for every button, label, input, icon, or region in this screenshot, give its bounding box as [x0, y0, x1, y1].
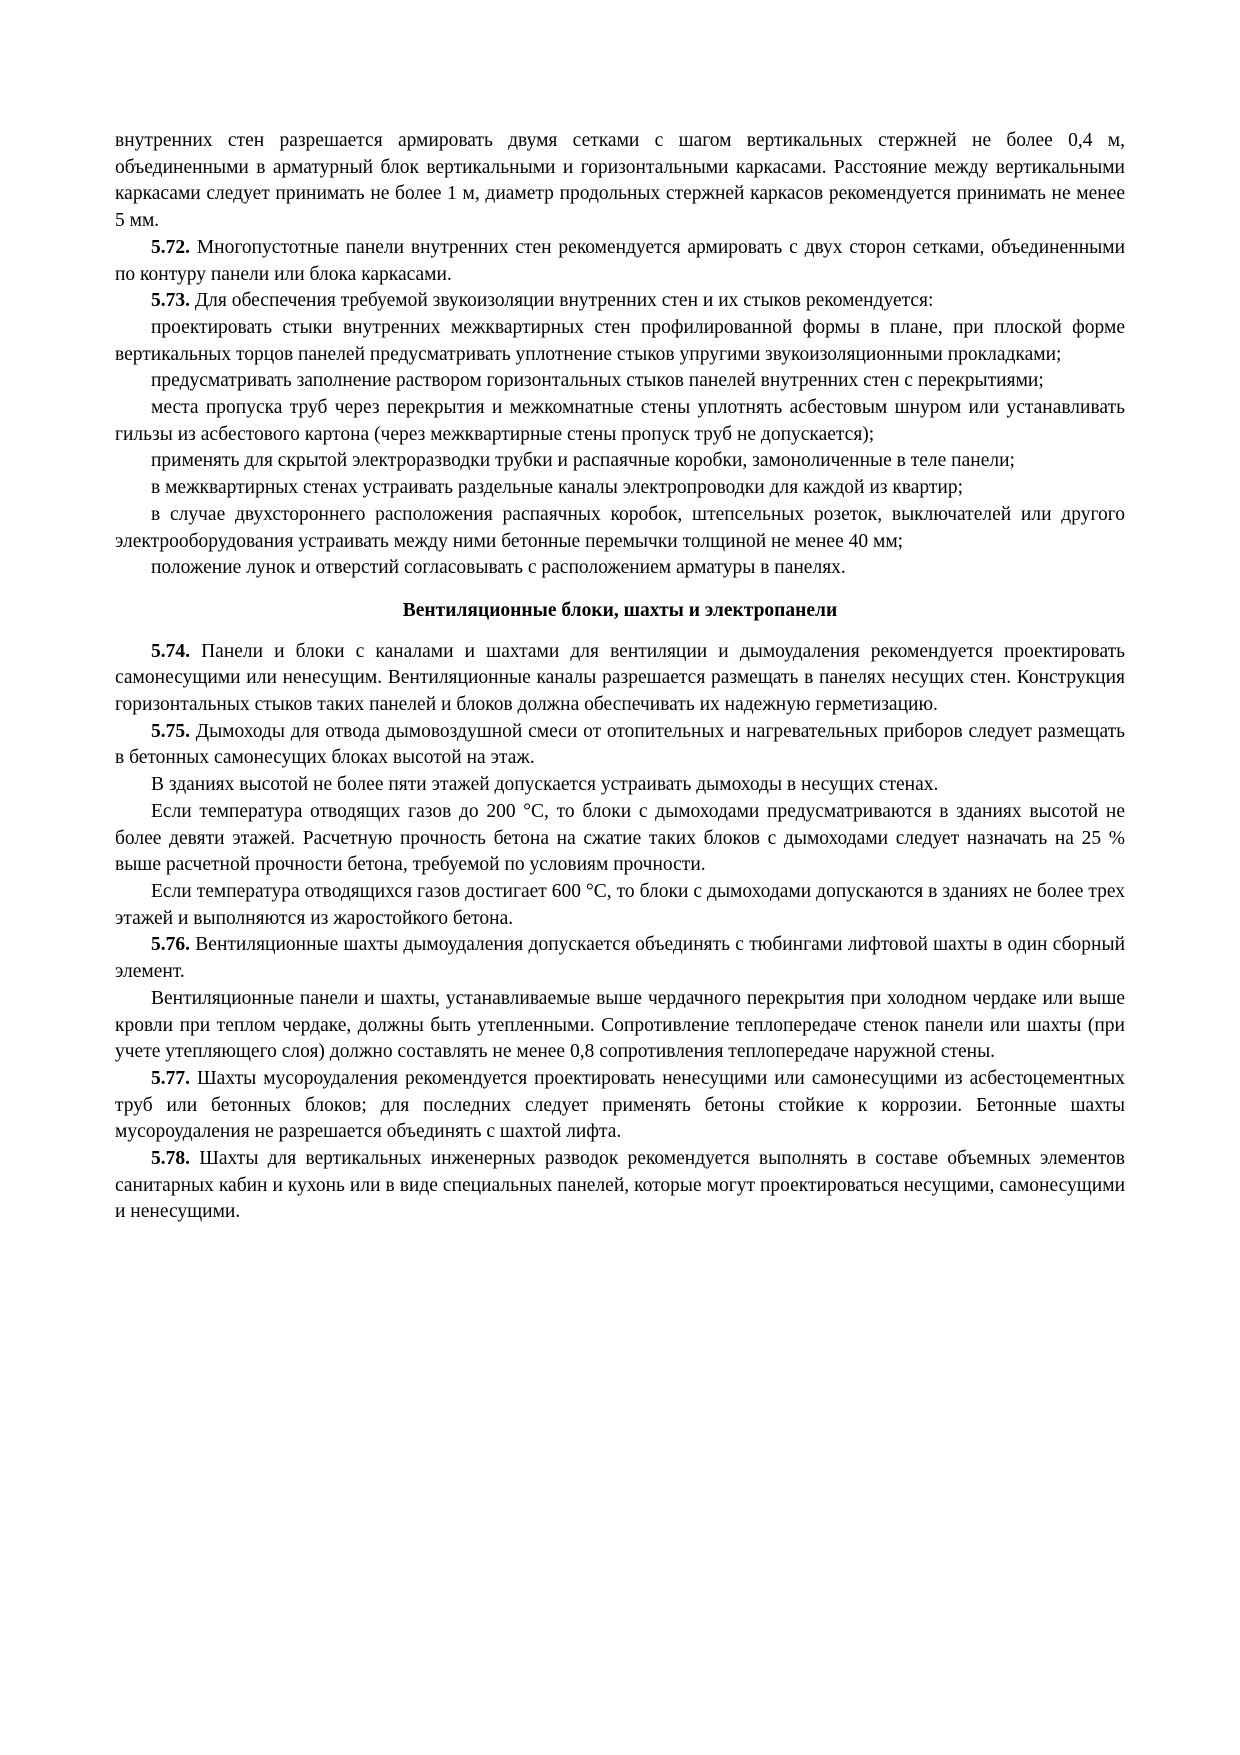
paragraph: [115, 555, 1125, 582]
paragraph-text: положение лунок и отверстий согласовывать с расположением арматуры в панелях.: [151, 557, 846, 579]
paragraph: [115, 879, 1125, 932]
section-heading: Вентиляционные блоки, шахты и электропанели: [402, 599, 838, 621]
paragraph: [115, 475, 1125, 502]
paragraph-text: Если температура отводящих газов до 200 °C, то блоки с дымоходами предусматриваются в зданиях высотой не более девяти этажей. Расчетную прочность бетона на сжатие таких блоков с дымоходами следует назначать на 25 % выше расчетной прочности бетона, требуемой по условиям прочности.: [115, 800, 1125, 876]
paragraph-text: Дымоходы для отвода дымовоздушной смеси от отопительных и нагревательных приборов следует размещать в бетонных самонесущих блоках высотой на этаж.: [115, 720, 1126, 769]
paragraph: [115, 448, 1125, 475]
paragraph-text: в случае двухстороннего расположения распаячных коробок, штепсельных розеток, выключателей или другого электрооборудования устраивать между ними бетонные перемычки толщиной не менее 40 мм;: [115, 503, 1125, 552]
paragraph: [115, 368, 1125, 395]
clause-paragraph: [115, 288, 1125, 315]
clause-paragraph: [115, 235, 1125, 288]
paragraph-text: проектировать стыки внутренних межквартирных стен профилированной формы в плане, при плоской форме вертикальных торцов панелей предусматривать уплотнение стыков упругими звукоизоляционными прокладками;: [115, 316, 1125, 365]
paragraph: [115, 502, 1125, 555]
paragraph-text: Панели и блоки с каналами и шахтами для вентиляции и дымоудаления рекомендуется проектировать самонесущими или ненесущим. Вентиляционные каналы разрешается размещать в панелях несущих стен. Конструкция горизонтальных стыков таких панелей и блоков должна обеспечивать их надежную герметизацию.: [115, 640, 1126, 716]
document-body: [115, 128, 1125, 1226]
clause-number: 5.76.: [151, 934, 190, 956]
clause-paragraph: [115, 932, 1125, 985]
clause-number: 5.72.: [151, 236, 190, 258]
clause-number: 5.77.: [151, 1067, 190, 1089]
paragraph-text: Вентиляционные панели и шахты, устанавливаемые выше чердачного перекрытия при холодном чердаке или выше кровли при теплом чердаке, должны быть утепленными. Сопротивление теплопередаче стенок панели или шахты (при учете утепляющего слоя) должно составлять не менее 0,8 сопротивления теплопередаче наружной стены.: [115, 987, 1125, 1063]
paragraph-text: Шахты для вертикальных инженерных разводок рекомендуется выполнять в составе объемных элементов санитарных кабин и кухонь или в виде специальных панелей, которые могут проектироваться несущими, самонесущими и ненесущими.: [115, 1148, 1126, 1223]
clause-number: 5.73.: [151, 290, 190, 312]
paragraph: [115, 395, 1125, 448]
paragraph-text: места пропуска труб через перекрытия и межкомнатные стены уплотнять асбестовым шнуром или устанавливать гильзы из асбестового картона (через межквартирные стены пропуск труб не допускается);: [115, 397, 1125, 445]
clause-number: 5.78.: [151, 1148, 190, 1170]
paragraph-text: внутренних стен разрешается армировать двумя сетками с шагом вертикальных стержней не более 0,4 м, объединенными в арматурный блок вертикальными и горизонтальными каркасами. Расстояние между вертикальными каркасами следует принимать не более 1 м, диаметр продольных стержней каркасов рекомендуется принимать не менее 5 мм.: [115, 130, 1125, 232]
paragraph-text: Если температура отводящихся газов достигает 600 °C, то блоки с дымоходами допускаются в зданиях не более трех этажей и выполняются из жаростойкого бетона.: [115, 880, 1125, 929]
clause-number: 5.75.: [151, 720, 190, 742]
clause-paragraph: [115, 1146, 1125, 1226]
paragraph-text: Многопустотные панели внутренних стен рекомендуется армировать с двух сторон сетками, объединенными по контуру панели или блока каркасами.: [115, 236, 1126, 285]
paragraph-text: Для обеспечения требуемой звукоизоляции внутренних стен и их стыков рекомендуется:: [194, 290, 934, 312]
paragraph-text: предусматривать заполнение раствором горизонтальных стыков панелей внутренних стен с перекрытиями;: [151, 370, 1044, 392]
paragraph-text: Шахты мусороудаления рекомендуется проектировать ненесущими или самонесущими из асбестоцементных труб или бетонных блоков; для последних следует применять бетоны стойкие к коррозии. Бетонные шахты мусороудаления не разрешается объединять с шахтой лифта.: [115, 1067, 1125, 1143]
paragraph: [115, 128, 1125, 235]
paragraph-text: применять для скрытой электроразводки трубки и распаячные коробки, замоноличенные в теле панели;: [151, 450, 1015, 472]
paragraph-text: в межквартирных стенах устраивать раздельные каналы электропроводки для каждой из квартир;: [151, 477, 964, 499]
paragraph: [115, 799, 1125, 879]
clause-number: 5.74.: [151, 640, 190, 662]
paragraph: [115, 986, 1125, 1066]
paragraph-text: В зданиях высотой не более пяти этажей допускается устраивать дымоходы в несущих стенах.: [151, 774, 939, 796]
clause-paragraph: [115, 639, 1125, 719]
paragraph-text: Вентиляционные шахты дымоудаления допускается объединять с тюбингами лифтовой шахты в один сборный элемент.: [115, 934, 1126, 983]
clause-paragraph: [115, 1066, 1125, 1146]
clause-paragraph: [115, 719, 1125, 772]
paragraph: [115, 772, 1125, 799]
paragraph: [115, 315, 1125, 368]
